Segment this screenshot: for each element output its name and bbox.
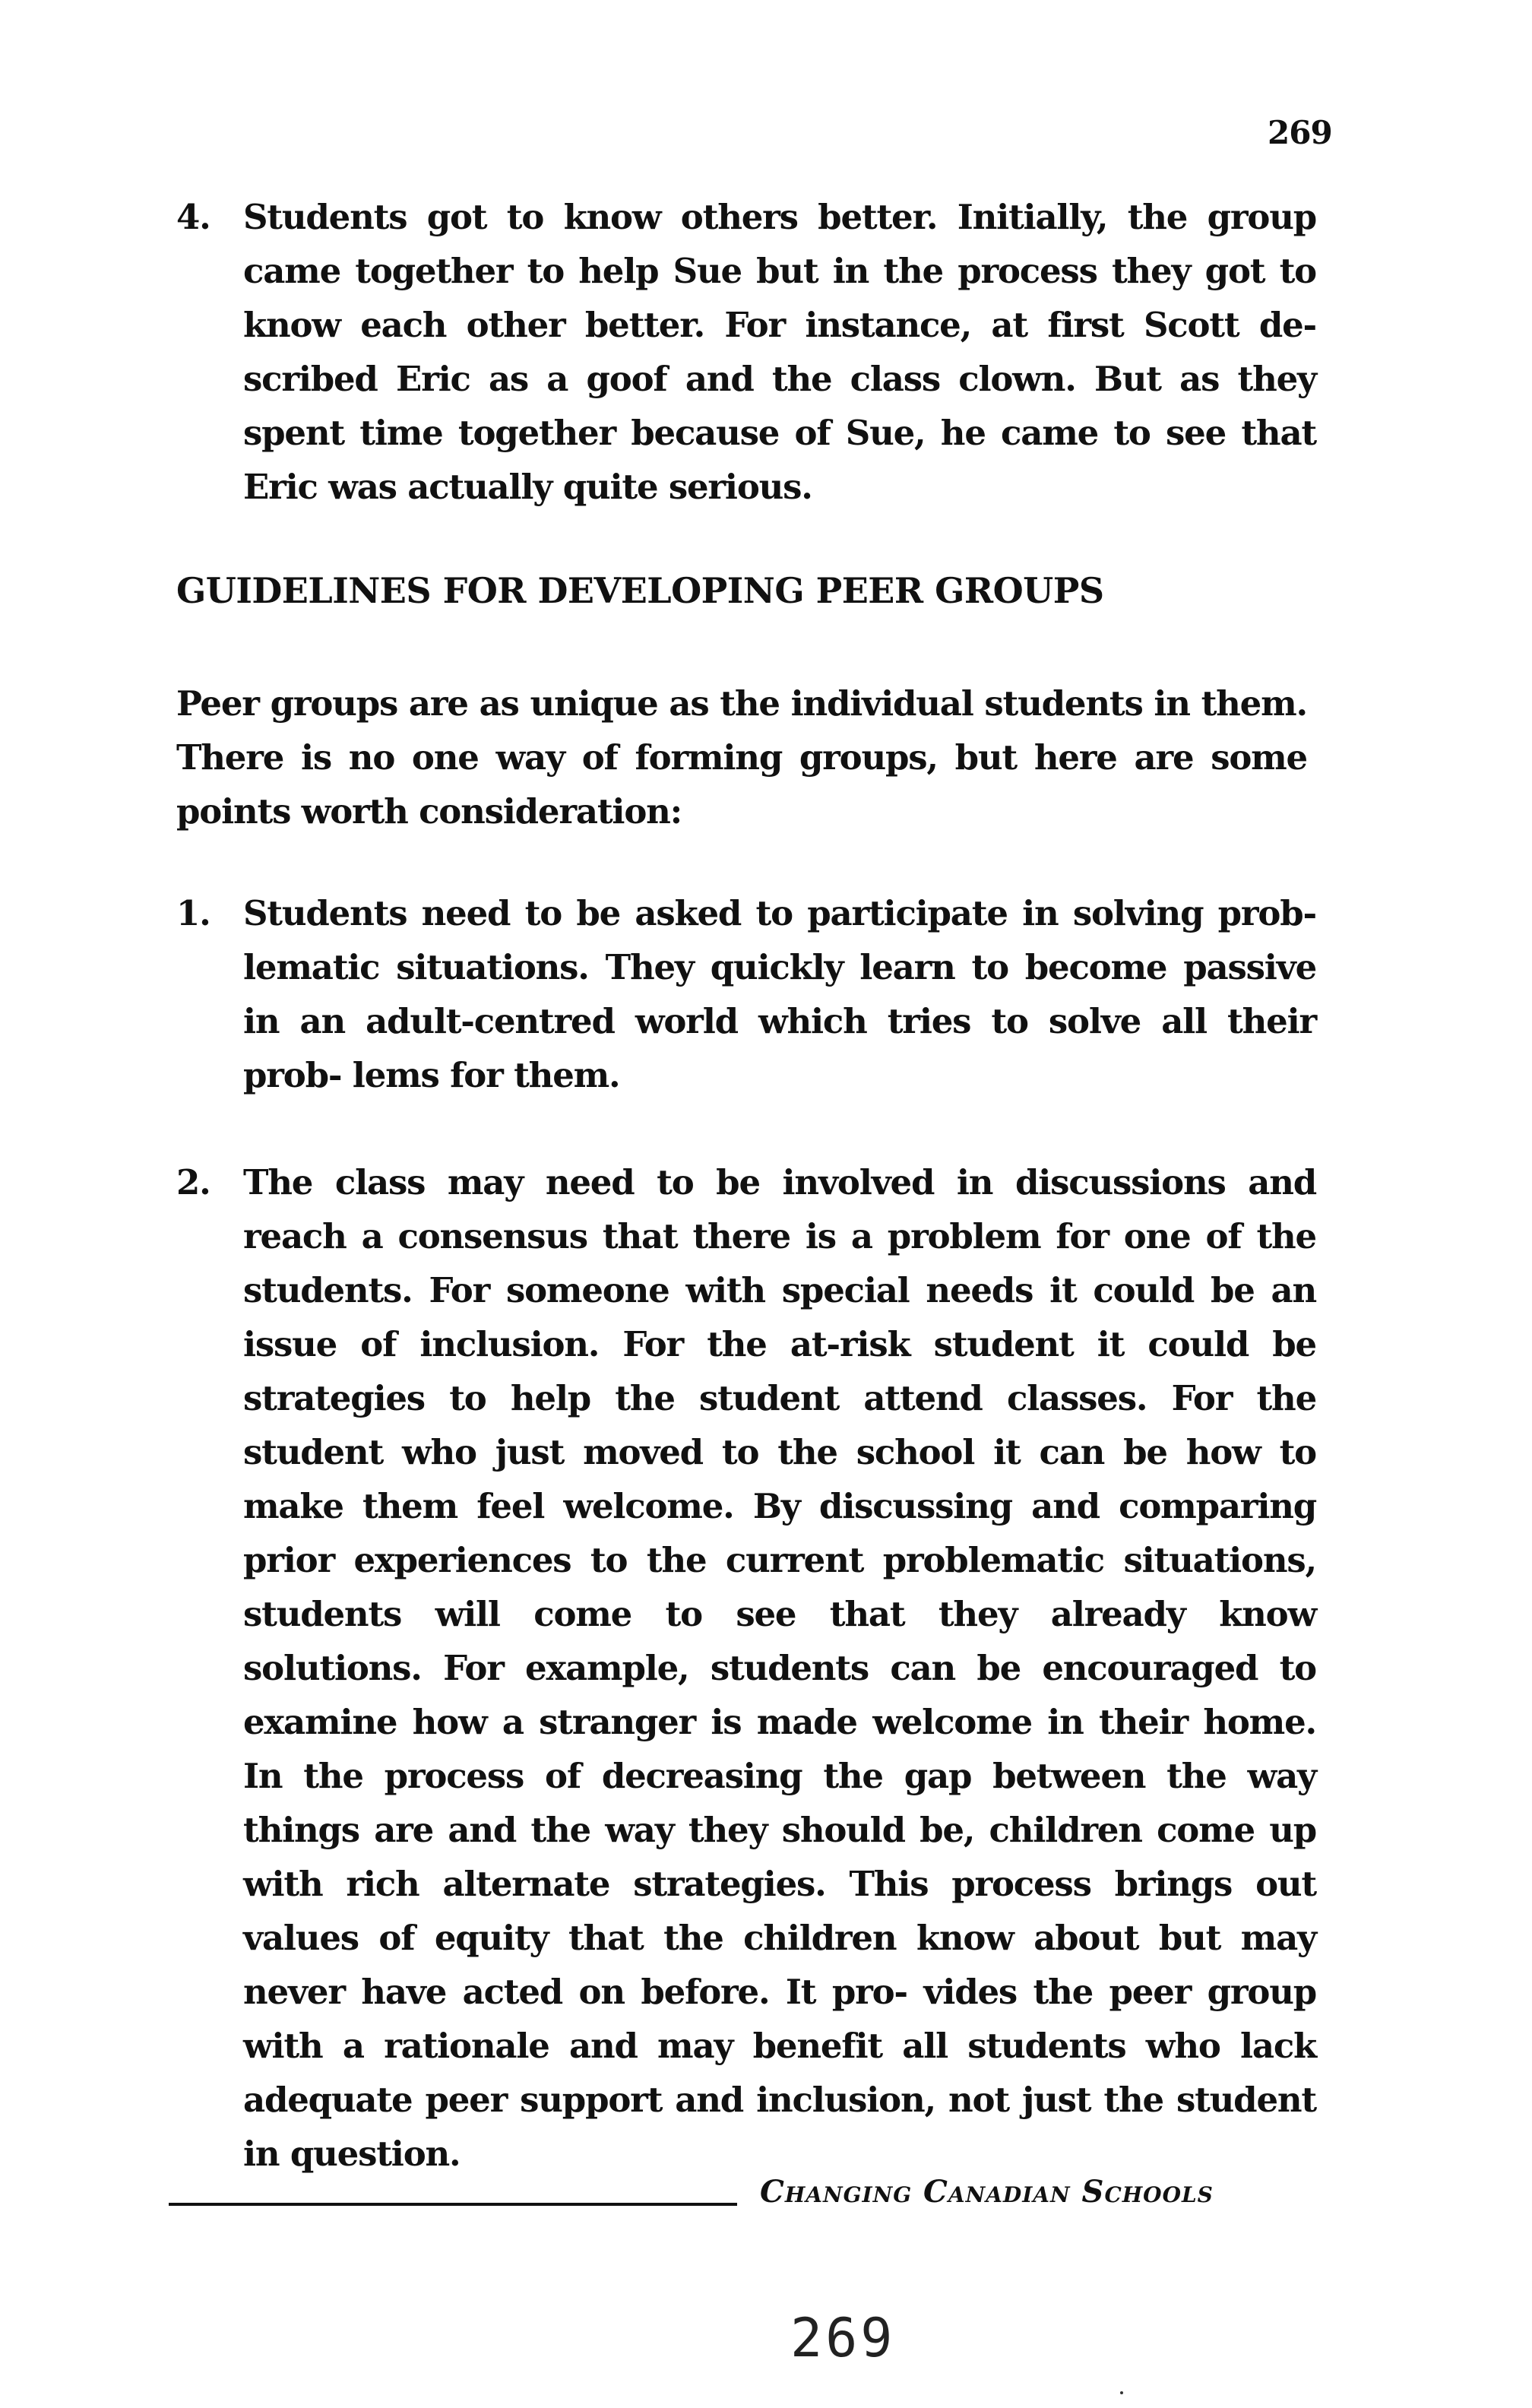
list-item-number: 2. (176, 1162, 210, 1202)
list-item-text: The class may need to be involved in discussions and reach a consensus that there is a problem for one of the students. For someone with special needs it could be an issue of inclusion. For the at-risk student it could be strategies to help the student attend classes. For the student who just moved to the school it can be how to make them feel welcome. By discussing and comparing prior experiences to the current problematic situations, students will come to see that they already know solutions. For example, students can be encouraged to examine how a stranger is made welcome in their home. In the process of decreasing the gap between the way things are and the way they should be, children come up with rich alternate strategies. This process brings out values of equity that the children know about but may never have acted on before. It pro- vides the peer group with a rationale and may benefit all students who lack adequate peer support and inclusion, not just the student in question. (243, 1162, 1316, 2174)
scan-speck (1120, 2391, 1123, 2394)
intro-paragraph: Peer groups are as unique as the individual students in them. There is no one way of forming groups, but here are some points worth consideration: (176, 683, 1307, 832)
page-number-top: 269 (1268, 114, 1332, 151)
list-item-number: 1. (176, 893, 210, 933)
list-item-number: 4. (176, 197, 210, 237)
footer-book-title: Changing Canadian Schools (760, 2174, 1214, 2210)
list-item-2 (176, 1155, 1316, 2181)
footer-rule (169, 2203, 737, 2206)
section-heading: GUIDELINES FOR DEVELOPING PEER GROUPS (176, 570, 1104, 611)
page-number-bottom: 269 (790, 2307, 896, 2369)
list-item-text: Students need to be asked to participate in solving prob- lematic situations. They quickly learn to become passive in an adult-centred world which tries to solve all their prob- lems for them. (243, 893, 1316, 1095)
list-item-4 (176, 190, 1316, 514)
list-item-text: Students got to know others better. Initially, the group came together to help Sue but in the process they got to know each other better. For instance, at first Scott de- scribed Eric as a goof and the class clown. But as they spent time together because of Sue, he came to see that Eric was actually quite serious. (243, 197, 1316, 507)
list-item-1 (176, 886, 1316, 1102)
